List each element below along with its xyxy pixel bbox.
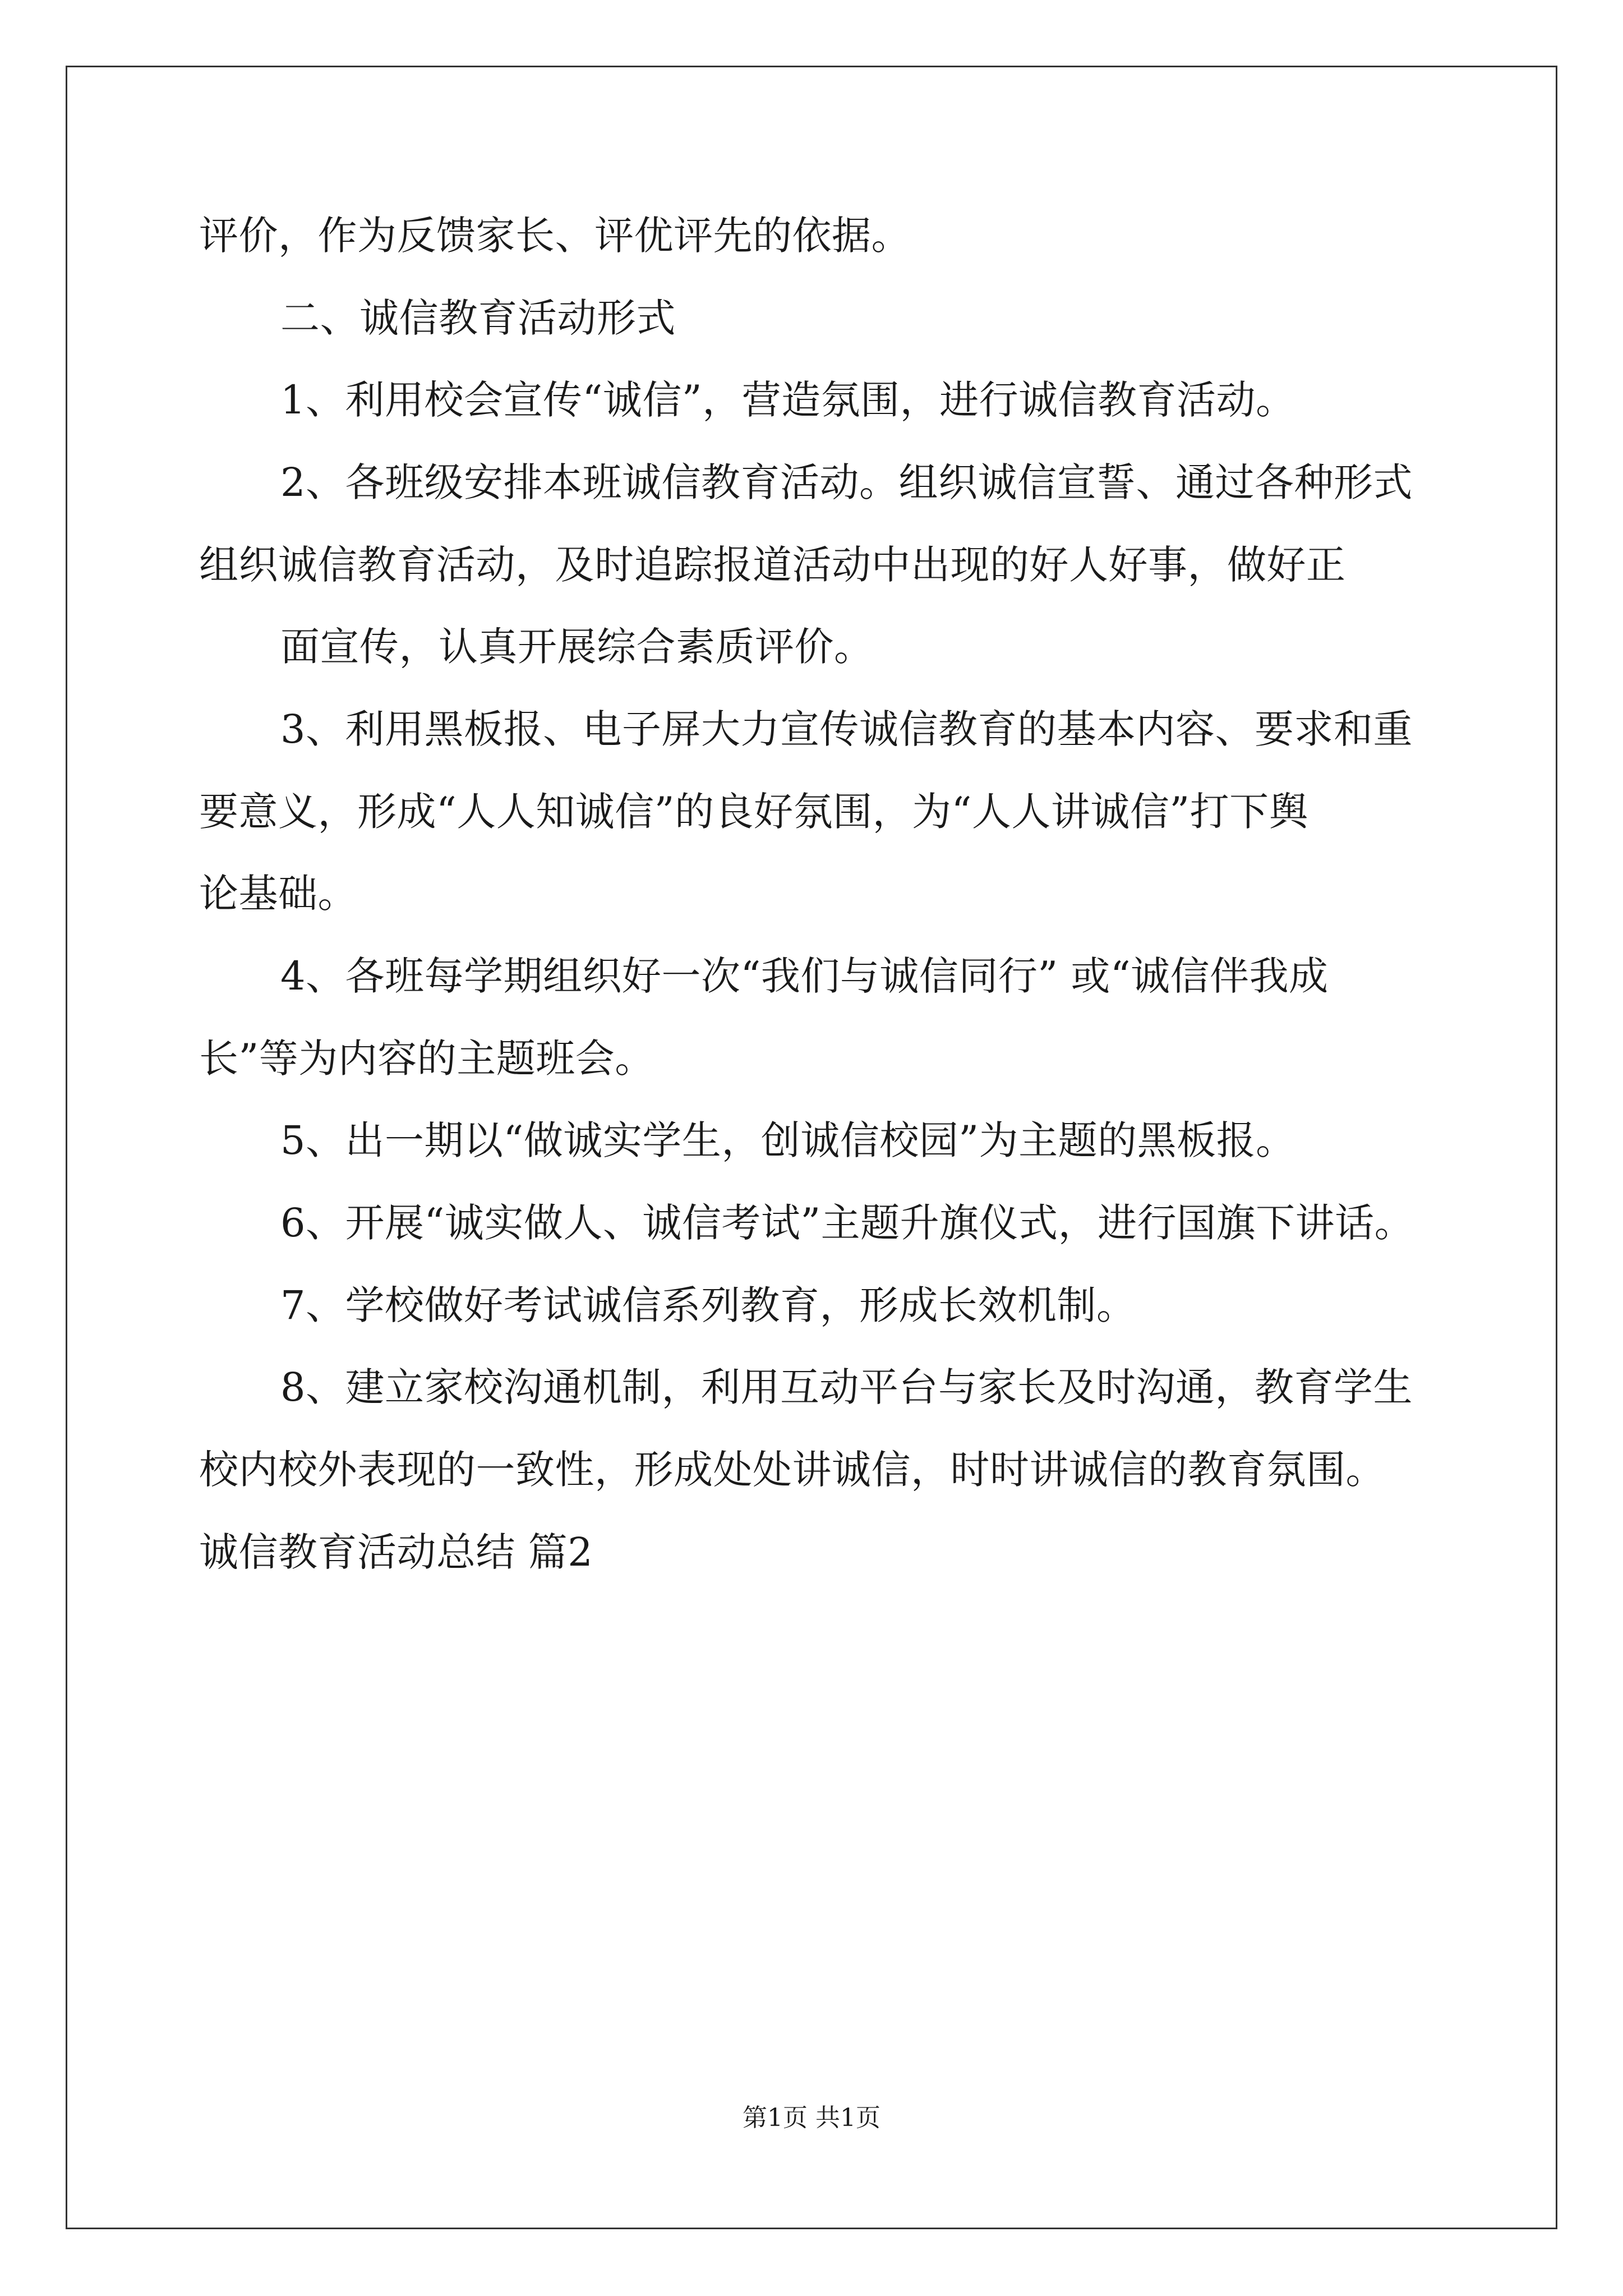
list-item-5: 5、出一期以“做诚实学生，创诚信校园”为主题的黑板报。 — [280, 1117, 1295, 1163]
list-item-7: 7、学校做好考试诚信系列教育，形成长效机制。 — [280, 1282, 1136, 1328]
list-item-2-cont-2: 面宣传，认真开展综合素质评价。 — [280, 624, 874, 670]
list-item-6: 6、开展“诚实做人、诚信考试”主题升旗仪式，进行国旗下讲话。 — [280, 1200, 1414, 1246]
list-item-4: 4、各班每学期组织好一次“我们与诚信同行” 或“诚信伴我成 — [280, 953, 1329, 999]
list-item-2: 2、各班级安排本班诚信教育活动。组织诚信宣誓、通过各种形式 — [280, 459, 1413, 505]
next-section-title: 诚信教育活动总结 篇2 — [199, 1529, 593, 1575]
list-item-3: 3、利用黑板报、电子屏大力宣传诚信教育的基本内容、要求和重 — [280, 706, 1413, 752]
list-item-4-cont: 长”等为内容的主题班会。 — [199, 1036, 654, 1082]
text-line-1: 评价，作为反馈家长、评优评先的依据。 — [199, 213, 911, 259]
list-item-8-cont: 校内校外表现的一致性，形成处处讲诚信，时时讲诚信的教育氛围。 — [199, 1447, 1385, 1493]
list-item-3-cont-2: 论基础。 — [199, 871, 357, 917]
list-item-3-cont: 要意义，形成“人人知诚信”的良好氛围，为“人人讲诚信”打下舆 — [199, 789, 1309, 835]
list-item-8: 8、建立家校沟通机制，利用互动平台与家长及时沟通，教育学生 — [280, 1364, 1413, 1410]
page-footer: 第1页 共1页 — [743, 2104, 880, 2132]
section-heading: 二、诚信教育活动形式 — [280, 295, 676, 341]
list-item-1: 1、利用校会宣传“诚信”，营造氛围，进行诚信教育活动。 — [280, 377, 1295, 423]
list-item-2-cont: 组织诚信教育活动，及时追踪报道活动中出现的好人好事，做好正 — [199, 542, 1346, 588]
